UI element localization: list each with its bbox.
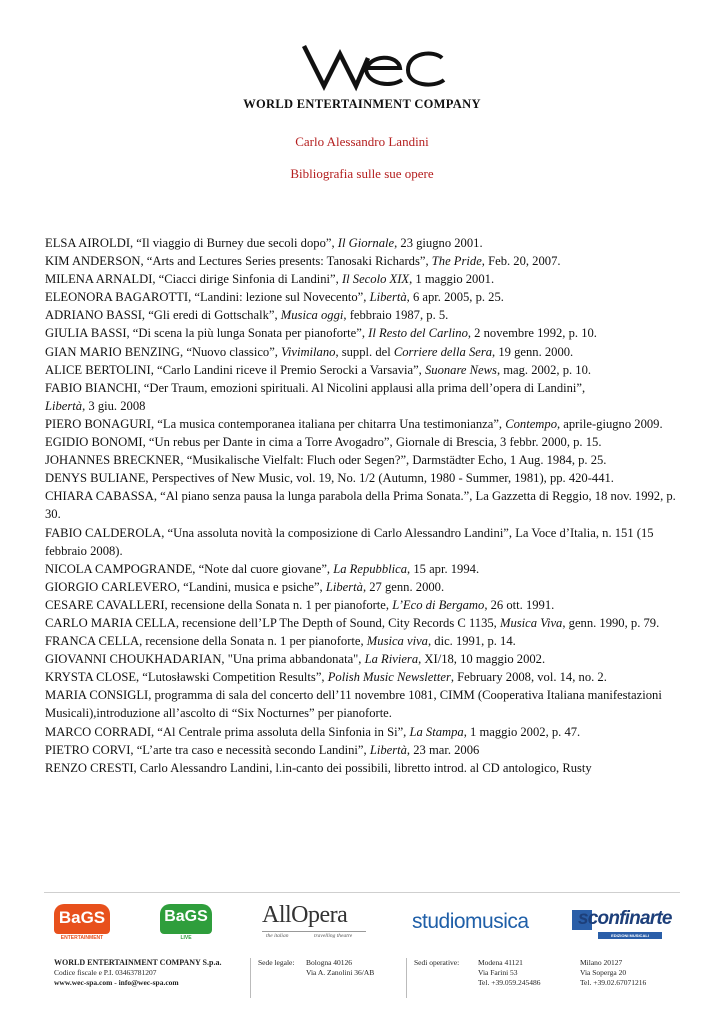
publication-title: Musica viva [366,634,428,649]
publication-title: Libertà [369,290,407,305]
bibliography-entry [45,306,685,324]
footer-company [54,958,221,988]
publication-title: Musica Viva [499,615,563,630]
bibliography-entry [45,234,685,252]
bibliography-entry [45,379,685,415]
bibliography-entry [45,560,685,578]
footer-legal-street: Via A. Zanolini 36/AB [306,968,375,977]
entry-text: , suppl. del [335,344,394,359]
entry-text: ADRIANO BASSI, “Gli eredi di Gottschalk”, [45,308,281,323]
entry-text: GIORGIO CARLEVERO, “Landini, musica e psiche”, [45,579,326,594]
publication-title: Polish Music Newsletter [327,670,451,685]
bibliography-entry [45,759,685,777]
entry-text: ALICE BERTOLINI, “Carlo Landini riceve il Premio Serocki a Varsavia”, [45,362,425,377]
entry-text: JOHANNES BRECKNER, “Musikalische Vielfalt: Fluch oder Segen?”, Darmstädter Echo, 1 Aug. 1984, p. 25. [45,453,607,468]
publication-title: Suonare News [424,362,497,377]
entry-text: KRYSTA CLOSE, “Lutosławski Competition Results”, [45,670,328,685]
publication-title: Libertà [45,398,83,413]
publication-title: La Stampa [409,724,464,739]
footer-modena-street: Via Farini 53 [478,968,518,977]
entry-text: MARCO CORRADI, “Al Centrale prima assoluta della Sinfonia in Si”, [45,724,410,739]
publication-title: Il Giornale [337,236,395,250]
footer-milano-tel: Tel. +39.02.67071216 [580,978,647,987]
publication-title: The Pride [431,254,482,269]
publication-title: La Repubblica [333,561,408,576]
entry-text: RENZO CRESTI, Carlo Alessandro Landini, l.in-canto dei possibili, libretto introd. al CD antologico, Rusty [45,760,592,775]
publication-title: Contempo [505,416,557,431]
bibliography-entry [45,415,685,433]
entry-text: , 1 maggio 2001. [409,272,495,287]
bibliography-entry [45,596,685,614]
entry-text: DENYS BULIANE, Perspectives of New Music, vol. 19, No. 1/2 (Autumn, 1980 - Summer, 1981), pp. 420-441. [45,471,614,486]
footer-milano-street: Via Soperga 20 [580,968,627,977]
bibliography-entry [45,361,685,379]
bags-entertainment-logo: BaGS ENTERTAINMENT [54,904,110,944]
footer [0,958,724,1018]
entry-text: FABIO BIANCHI, “Der Traum, emozioni spirituali. Al Nicolini applausi alla prima dell’opera di Landini”, [45,380,586,395]
footer-legal-city: Bologna 40126 [306,958,353,967]
footer-op-label: Sedi operative: [414,958,460,967]
publication-title: L’Eco di Bergamo [392,597,485,612]
bibliography-entry [45,343,685,361]
entry-text: , mag. 2002, p. 10. [496,362,592,377]
entry-text: ELSA AIROLDI, “Il viaggio di Burney due secoli dopo”, [45,236,338,250]
entry-text: , 6 apr. 2005, p. 25. [406,290,504,305]
bibliography-entry [45,324,685,342]
footer-milano-address [580,958,646,988]
entry-text: , febbraio 1987, p. 5. [343,308,449,323]
document-subtitle: Bibliografia sulle sue opere [290,166,434,181]
bibliography-entry [45,650,685,668]
footer-company-name: WORLD ENTERTAINMENT COMPANY S.p.a. [54,958,222,967]
bibliography-entry [45,252,685,270]
allopera-logo: AllOpera the italian travelling theatre [262,902,366,946]
entry-text: EGIDIO BONOMI, “Un rebus per Dante in cima a Torre Avogadro”, Giornale di Brescia, 3 febbr. 2000, p. 15. [45,435,602,450]
letterhead [0,0,724,200]
entry-text: , 23 giugno 2001. [394,236,483,250]
entry-text: PIERO BONAGURI, “La musica contemporanea italiana per chitarra Una testimonianza”, [45,416,506,431]
entry-text: , February 2008, vol. 14, no. 2. [450,670,607,685]
footer-web: www.wec-spa.com - info@wec-spa.com [54,978,179,987]
entry-text: , dic. 1991, p. 14. [427,634,516,649]
entry-text: , 1 maggio 2002, p. 47. [463,724,581,739]
bibliography-entry [45,270,685,288]
footer-legal-label: Sede legale: [258,958,295,967]
publication-title: Libertà [369,742,407,757]
publication-title: Musica oggi [280,308,344,323]
entry-text: CESARE CAVALLERI, recensione della Sonata n. 1 per pianoforte, [45,597,393,612]
entry-text: GIOVANNI CHOUKHADARIAN, "Una prima abbandonata", [45,652,365,667]
entry-text: , aprile-giugno 2009. [557,416,663,431]
footer-milano-city: Milano 20127 [580,958,623,967]
bibliography-entry [45,668,685,686]
footer-modena-address [478,958,540,988]
entry-text: , genn. 1990, p. 79. [562,615,660,630]
wec-logo [300,36,450,94]
entry-text: FRANCA CELLA, recensione della Sonata n. 1 per pianoforte, [45,634,367,649]
entry-text: , 2 novembre 1992, p. 10. [467,326,597,341]
entry-text: FABIO CALDEROLA, “Una assoluta novità la composizione di Carlo Alessandro Landini”, La Voce d’Italia, n. 151 (15 febbraio 2008). [45,525,654,558]
entry-text: , Feb. 20, 2007. [481,254,561,269]
company-name: WORLD ENTERTAINMENT COMPANY [243,97,481,111]
publication-title: Libertà [325,579,363,594]
entry-text: KIM ANDERSON, “Arts and Lectures Series presents: Tanosaki Richards”, [45,254,432,269]
bibliography-entry [45,524,685,560]
studiomusica-logo: studiomusica [412,910,529,933]
bibliography-list [45,234,685,777]
footer-modena-city: Modena 41121 [478,958,523,967]
bibliography-entry [45,288,685,306]
entry-text: MARIA CONSIGLI, programma di sala del concerto dell’11 novembre 1081, CIMM (Cooperativa Italiana manifestazioni Musicali),introduzione all’ascolto di “Six Nocturnes” per pianoforte. [45,688,662,721]
bibliography-entry [45,632,685,650]
sconfinarte-logo: sconfinarte EDIZIONI MUSICALI [572,906,668,946]
entry-text: CHIARA CABASSA, “Al piano senza pausa la lunga parabola della Prima Sonata.”, La Gazzetta di Reggio, 18 nov. 1992, p. 30. [45,489,676,522]
entry-text: GIULIA BASSI, “Di scena la più lunga Sonata per pianoforte”, [45,326,369,341]
entry-text: , 19 genn. 2000. [492,344,574,359]
author-name: Carlo Alessandro Landini [295,134,429,149]
bibliography-entry [45,578,685,596]
entry-text: , 26 ott. 1991. [484,597,555,612]
bibliography-entry [45,614,685,632]
footer-modena-tel: Tel. +39.059.245486 [478,978,541,987]
publication-title: Vivimilano [281,344,336,359]
footer-divider [44,892,680,893]
bibliography-entry [45,723,685,741]
bags-live-logo: BaGS LIVE [160,904,212,944]
entry-text: , XI/18, 10 maggio 2002. [418,652,546,667]
bibliography-entry [45,469,685,487]
footer-separator [406,958,407,998]
entry-text: MILENA ARNALDI, “Ciacci dirige Sinfonia di Landini”, [45,272,342,287]
footer-tax-id: Codice fiscale e P.I. 03463781207 [54,968,157,977]
entry-text: NICOLA CAMPOGRANDE, “Note dal cuore giovane”, [45,561,334,576]
bibliography-entry [45,741,685,759]
bibliography-entry [45,433,685,451]
footer-legal-address [306,958,374,978]
entry-text: , 3 giu. 2008 [82,398,146,413]
publication-title: Il Secolo XIX [341,272,410,287]
entry-text: ELEONORA BAGAROTTI, “Landini: lezione sul Novecento”, [45,290,370,305]
publication-title: La Riviera [364,652,419,667]
bibliography-entry [45,451,685,469]
sponsor-logos [0,900,724,950]
publication-title: Il Resto del Carlino [368,326,468,341]
bibliography-entry [45,686,685,722]
entry-text: , 27 genn. 2000. [362,579,445,594]
bibliography-entry [45,487,685,523]
entry-text: CARLO MARIA CELLA, recensione dell’LP The Depth of Sound, City Records C 1135, [45,615,500,630]
entry-text: PIETRO CORVI, “L’arte tra caso e necessità secondo Landini”, [45,742,370,757]
entry-text: , 15 apr. 1994. [407,561,480,576]
entry-text: GIAN MARIO BENZING, “Nuovo classico”, [45,344,282,359]
publication-title: Corriere della Sera [393,344,493,359]
entry-text: , 23 mar. 2006 [406,742,480,757]
footer-separator [250,958,251,998]
